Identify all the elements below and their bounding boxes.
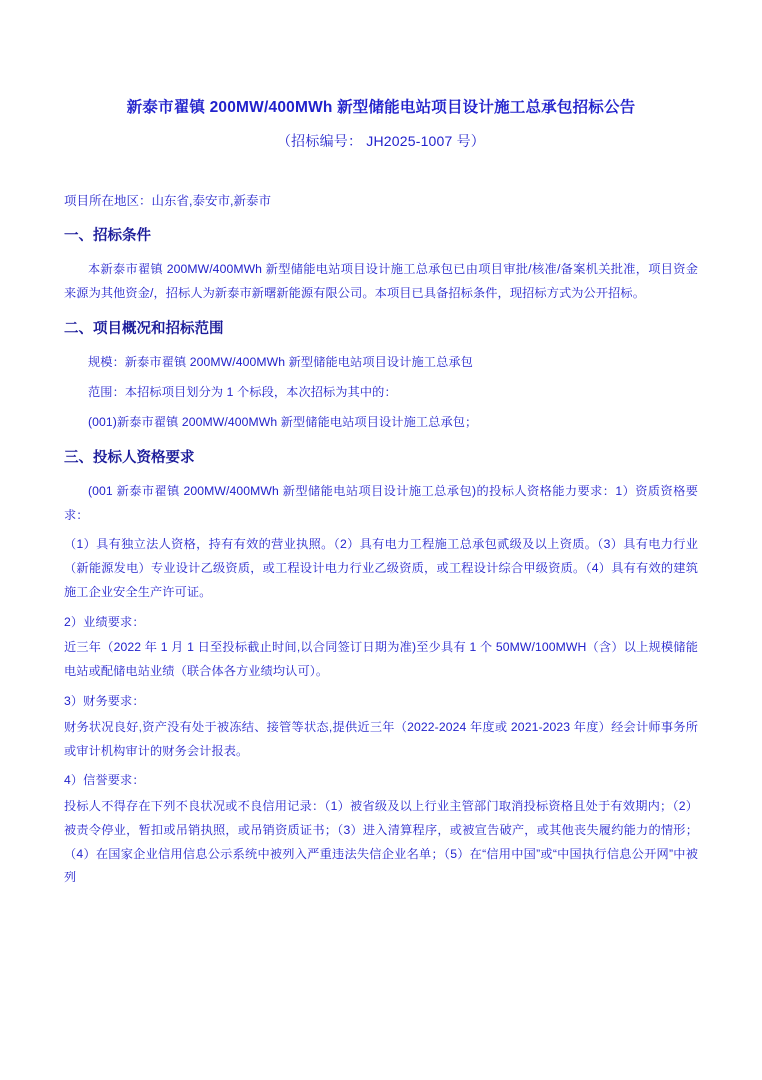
section-heading-overview: 二、项目概况和招标范围	[64, 321, 224, 337]
paragraph-overview-lot: (001)新泰市翟镇 200MW/400MWh 新型储能电站项目设计施工总承包；	[88, 414, 478, 429]
paragraph-credit-label: 4）信誉要求：	[64, 773, 145, 788]
paragraph-overview-scale: 规模：新泰市翟镇 200MW/400MWh 新型储能电站项目设计施工总承包	[88, 355, 473, 370]
paragraph-conditions-1: 本新泰市翟镇 200MW/400MWh 新型储能电站项目设计施工总承包已由项目审批/核准/备案机关批准，项目资金来源为其他资金/，招标人为新泰市新曙新能源有限公司。本项目已具备招标条件，现招标方式为公开招标。	[64, 262, 698, 301]
section-heading-qualification: 三、投标人资格要求	[64, 449, 195, 466]
paragraph-performance-detail: 近三年（2022 年 1 月 1 日至投标截止时间,以合同签订日期为准)至少具有 1 个 50MW/100MWH（含）以上规模储能电站或配储电站业绩（联合体各方业绩均认可）。	[64, 640, 698, 679]
paragraph-credit-detail: 投标人不得存在下列不良状况或不良信用记录：（1）被省级及以上行业主管部门取消投标资格且处于有效期内；（2）被责令停业，暂扣或吊销执照，或吊销资质证书；（3）进入清算程序，或被宣告破产，或其他丧失履约能力的情形；（4）在国家企业信用信息公示系统中被列入严重违法失信企业名单；（5）在“信用中国”或“中国执行信息公开网”中被列	[64, 799, 698, 885]
paragraph-qualification-certs: （1）具有独立法人资格，持有有效的营业执照。（2）具有电力工程施工总承包贰级及以上资质。（3）具有电力行业（新能源发电）专业设计乙级资质，或工程设计电力行业乙级资质，或工程设计综合甲级资质。（4）具有有效的建筑施工企业安全生产许可证。	[64, 537, 698, 599]
tender-number: （招标编号： JH2025-1007 号）	[276, 133, 486, 150]
paragraph-qualification-intro: (001 新泰市翟镇 200MW/400MWh 新型储能电站项目设计施工总承包)的投标人资格能力要求：1）资质资格要求：	[64, 483, 698, 522]
page-title: 新泰市翟镇 200MW/400MWh 新型储能电站项目设计施工总承包招标公告	[126, 99, 636, 116]
section-heading-conditions: 一、招标条件	[64, 228, 151, 245]
paragraph-finance-detail: 财务状况良好,资产没有处于被冻结、接管等状态,提供近三年（2022-2024 年度或 2021-2023 年度）经会计师事务所或审计机构审计的财务会计报表。	[64, 719, 698, 758]
paragraph-overview-range: 范围：本招标项目划分为 1 个标段，本次招标为其中的：	[88, 384, 397, 399]
paragraph-finance-label: 3）财务要求：	[64, 693, 145, 708]
paragraph-performance-label: 2）业绩要求：	[64, 614, 145, 629]
project-location: 项目所在地区：山东省,泰安市,新泰市	[64, 194, 271, 209]
